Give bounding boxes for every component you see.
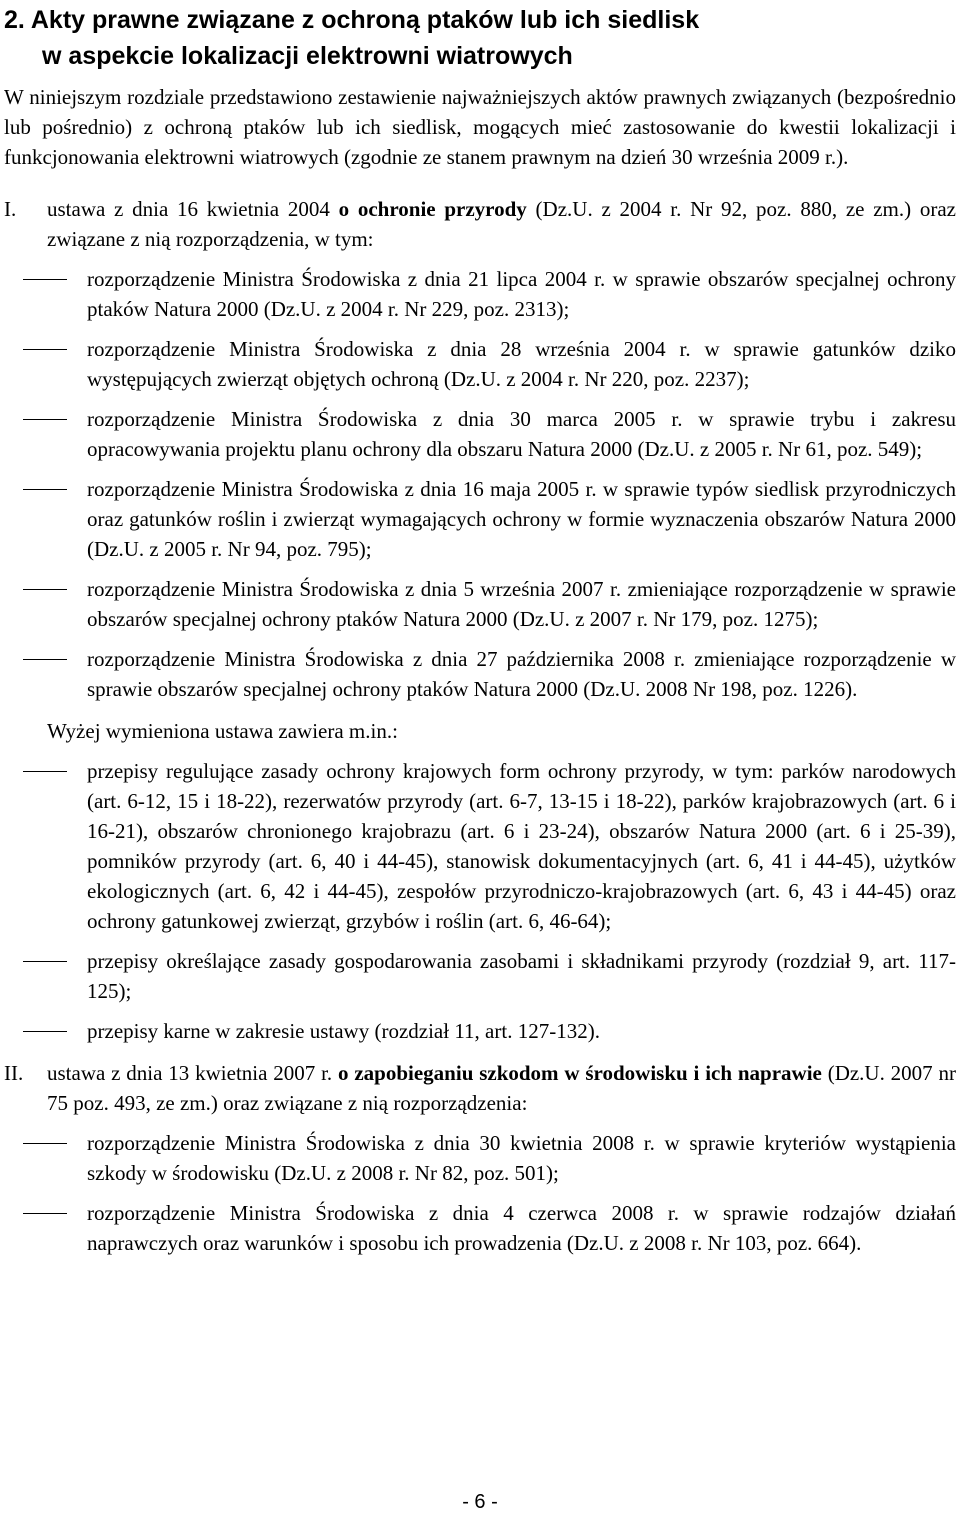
page-number: - 6 -	[462, 1491, 498, 1513]
section-2-item-text: rozporządzenie Ministra Środowiska z dnia 4 czerwca 2008 r. w sprawie rodzajów działań naprawczych oraz warunków i sposobu ich prowadzenia (Dz.U. z 2008 r. Nr 103, poz. 664).	[87, 1201, 956, 1255]
section-1-item-text: rozporządzenie Ministra Środowiska z dnia 21 lipca 2004 r. w sprawie obszarów specjalnej ochrony ptaków Natura 2000 (Dz.U. z 2004 r. Nr 229, poz. 2313);	[87, 267, 956, 321]
section-1-item	[4, 574, 956, 634]
dash-bullet	[23, 419, 67, 420]
section-2-number: II.	[4, 1061, 24, 1085]
dash-bullet	[23, 659, 67, 660]
section-1-subheading: Wyżej wymieniona ustawa zawiera m.in.:	[47, 719, 398, 743]
section-1-item-text: rozporządzenie Ministra Środowiska z dnia 5 września 2007 r. zmieniające rozporządzenie w sprawie obszarów specjalnej ochrony ptaków Natura 2000 (Dz.U. z 2007 r. Nr 179, poz. 1275);	[87, 577, 956, 631]
section-1	[4, 194, 956, 254]
section-1-sub-item	[4, 1016, 956, 1046]
section-1-item-text: rozporządzenie Ministra Środowiska z dnia 16 maja 2005 r. w sprawie typów siedlisk przyrodniczych oraz gatunków roślin i zwierząt wymagających ochrony w formie wyznaczenia obszarów Natura 2000 (Dz.U. z 2005 r. Nr 94, poz. 795);	[87, 477, 956, 561]
section-1-sub-item	[4, 756, 956, 936]
dash-bullet	[23, 1031, 67, 1032]
intro-paragraph: W niniejszym rozdziale przedstawiono zestawienie najważniejszych aktów prawnych związanych (bezpośrednio lub pośrednio) z ochroną ptaków lub ich siedlisk, mogących mieć zastosowanie do kwestii lokalizacji i funkcjonowania elektrowni wiatrowych (zgodnie ze stanem prawnym na dzień 30 września 2009 r.).	[4, 85, 956, 169]
section-1-number: I.	[4, 197, 17, 221]
section-1-item	[4, 404, 956, 464]
section-1-sub-item	[4, 946, 956, 1006]
section-1-item-text: rozporządzenie Ministra Środowiska z dnia 30 marca 2005 r. w sprawie trybu i zakresu opracowywania projektu planu ochrony dla obszaru Natura 2000 (Dz.U. z 2005 r. Nr 61, poz. 549);	[87, 407, 956, 461]
chapter-heading	[4, 2, 934, 74]
section-1-post: (Dz.U. z 2004 r. Nr 92, poz. 880, ze zm.) oraz związane z nią rozporządzenia, w tym:	[47, 197, 956, 251]
section-2	[4, 1058, 956, 1118]
chapter-heading-line-1: 2. Akty prawne związane z ochroną ptaków lub ich siedlisk	[4, 6, 700, 34]
section-1-sub-item-text: przepisy karne w zakresie ustawy (rozdział 11, art. 127-132).	[87, 1019, 600, 1043]
dash-bullet	[23, 961, 67, 962]
section-1-item-text: rozporządzenie Ministra Środowiska z dnia 27 października 2008 r. zmieniające rozporządzenie w sprawie obszarów specjalnej ochrony ptaków Natura 2000 (Dz.U. 2008 Nr 198, poz. 1226).	[87, 647, 956, 701]
section-2-item	[4, 1198, 956, 1258]
dash-bullet	[23, 771, 67, 772]
dash-bullet	[23, 279, 67, 280]
section-1-sub-item-text: przepisy regulujące zasady ochrony krajowych form ochrony przyrody, w tym: parków narodowych (art. 6-12, 15 i 18-22), rezerwatów przyrody (art. 6-7, 13-15 i 18-22), parków krajobrazowych (art. 6 i 16-21), obszarów chronionego krajobrazu (art. 6 i 23-24), obszarów Natura 2000 (art. 6 i 25-39), pomników przyrody (art. 6, 40 i 44-45), stanowisk dokumentacyjnych (art. 6, 41 i 44-45), użytków ekologicznych (art. 6, 42 i 44-45), zespołów przyrodniczo-krajobrazowych (art. 6, 43 i 44-45) oraz ochrony gatunkowej zwierząt, grzybów i roślin (art. 6, 46-64);	[87, 759, 956, 933]
dash-bullet	[23, 589, 67, 590]
section-1-title: o ochronie przyrody	[338, 197, 527, 221]
dash-bullet	[23, 489, 67, 490]
section-1-item	[4, 334, 956, 394]
section-2-pre: ustawa z dnia 13 kwietnia 2007 r.	[47, 1061, 339, 1085]
section-2-title: o zapobieganiu szkodom w środowisku i ich naprawie	[338, 1061, 822, 1085]
section-2-item	[4, 1128, 956, 1188]
chapter-heading-line-2: w aspekcie lokalizacji elektrowni wiatrowych	[42, 42, 573, 70]
dash-bullet	[23, 1213, 67, 1214]
dash-bullet	[23, 349, 67, 350]
section-1-sub-item-text: przepisy określające zasady gospodarowania zasobami i składnikami przyrody (rozdział 9, art. 117-125);	[87, 949, 956, 1003]
section-2-post: (Dz.U. 2007 nr 75 poz. 493, ze zm.) oraz związane z nią rozporządzenia:	[47, 1061, 957, 1115]
document-body	[4, 82, 956, 1258]
section-1-item	[4, 644, 956, 704]
section-2-item-text: rozporządzenie Ministra Środowiska z dnia 30 kwietnia 2008 r. w sprawie kryteriów wystąpienia szkody w środowisku (Dz.U. z 2008 r. Nr 82, poz. 501);	[87, 1131, 956, 1185]
section-1-item-text: rozporządzenie Ministra Środowiska z dnia 28 września 2004 r. w sprawie gatunków dziko występujących zwierząt objętych ochroną (Dz.U. z 2004 r. Nr 220, poz. 2237);	[87, 337, 956, 391]
section-1-pre: ustawa z dnia 16 kwietnia 2004	[47, 197, 339, 221]
section-1-item	[4, 474, 956, 564]
dash-bullet	[23, 1143, 67, 1144]
section-1-item	[4, 264, 956, 324]
